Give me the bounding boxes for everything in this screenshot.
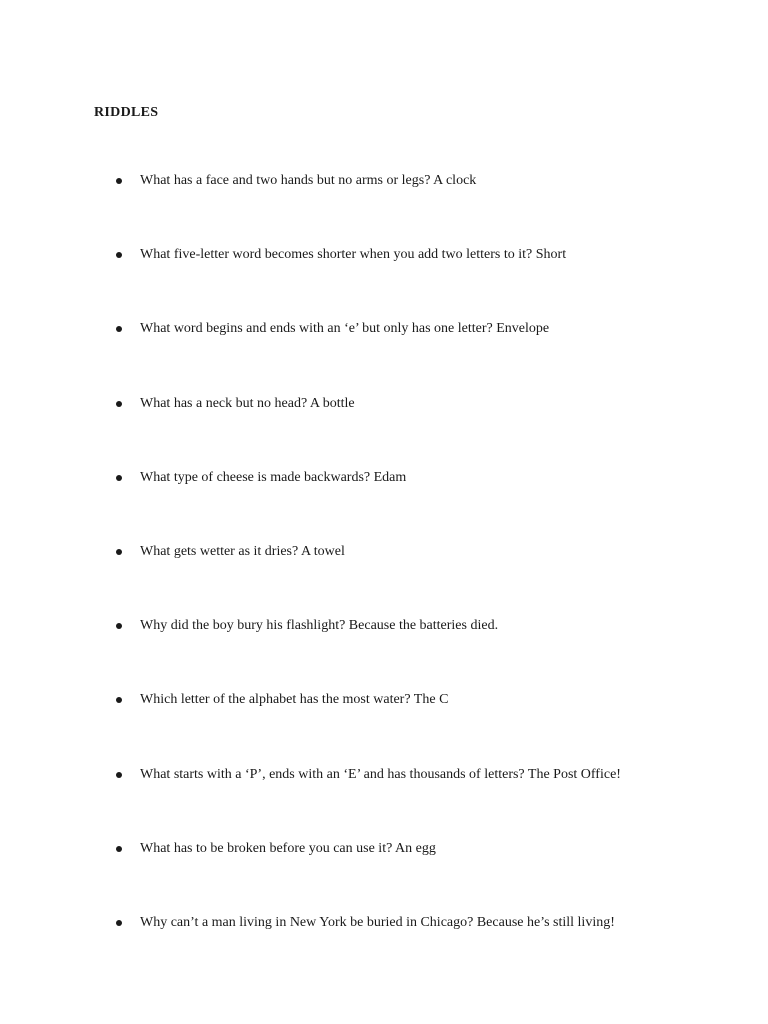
riddle-item: [0, 246, 768, 320]
bullet-icon: [116, 178, 122, 184]
bullet-icon: [116, 549, 122, 555]
riddle-text: What five-letter word becomes shorter when you add two letters to it? Short: [140, 247, 567, 263]
riddle-text: Why did the boy bury his flashlight? Because the batteries died.: [140, 618, 499, 634]
page-title: RIDDLES: [94, 105, 159, 120]
riddle-item: [0, 172, 768, 246]
bullet-icon: [116, 920, 122, 926]
riddle-item: [0, 395, 768, 469]
riddle-item: [0, 469, 768, 543]
riddle-item: [0, 691, 768, 765]
riddle-item: [0, 840, 768, 914]
bullet-icon: [116, 326, 122, 332]
riddle-item: [0, 766, 768, 840]
riddle-item: [0, 320, 768, 394]
bullet-icon: [116, 846, 122, 852]
bullet-icon: [116, 401, 122, 407]
riddle-item: [0, 914, 768, 988]
riddle-text: Which letter of the alphabet has the most water? The C: [140, 692, 449, 708]
riddle-text: What gets wetter as it dries? A towel: [140, 543, 345, 559]
riddle-text: What has a neck but no head? A bottle: [140, 395, 355, 411]
riddle-text: What word begins and ends with an ‘e’ but only has one letter? Envelope: [140, 321, 550, 337]
bullet-icon: [116, 697, 122, 703]
riddle-list: [0, 172, 768, 988]
riddle-item: [0, 617, 768, 691]
riddle-text: What has to be broken before you can use it? An egg: [140, 840, 436, 856]
riddle-text: What starts with a ‘P’, ends with an ‘E’ and has thousands of letters? The Post Office!: [140, 766, 621, 782]
riddle-text: What has a face and two hands but no arms or legs? A clock: [140, 173, 477, 188]
riddle-text: Why can’t a man living in New York be buried in Chicago? Because he’s still living!: [140, 914, 615, 930]
bullet-icon: [116, 252, 122, 258]
bullet-icon: [116, 772, 122, 778]
bullet-icon: [116, 475, 122, 481]
riddle-item: [0, 543, 768, 617]
riddle-text: What type of cheese is made backwards? Edam: [140, 469, 407, 485]
bullet-icon: [116, 623, 122, 629]
